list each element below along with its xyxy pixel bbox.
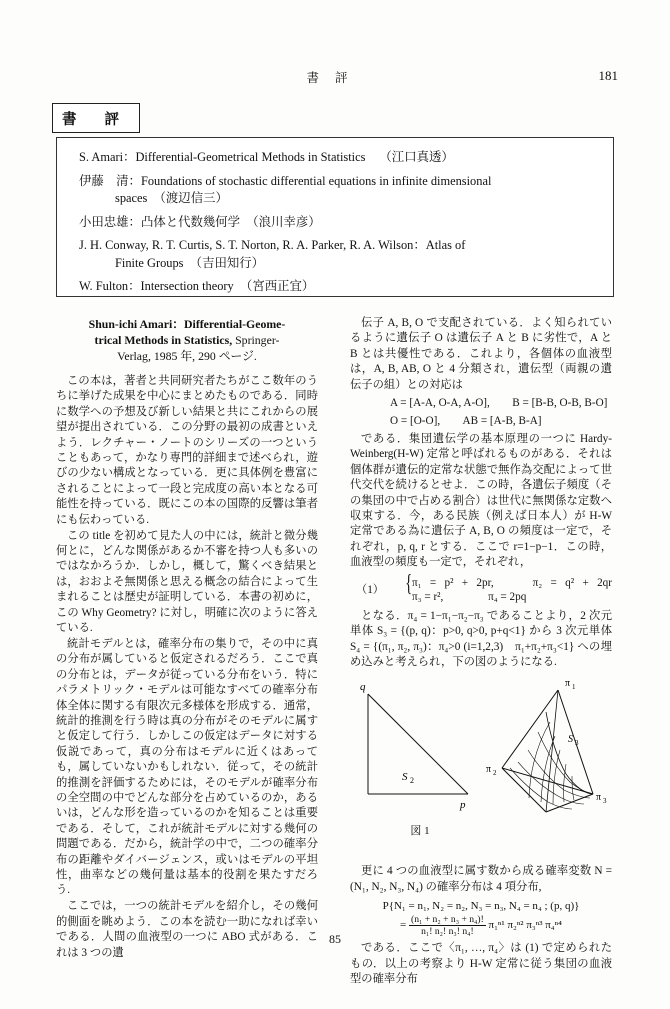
equation-genotype-2: O = [O-O], AB = [A-B, B-A] [390, 415, 542, 428]
paragraph: となる．π₄ = 1−π₁−π₂−π₃ であることより，2 次元単体 S₃ = {(p, q)：p>0, q>0, p+q<1} から 3 次元単体 S₄ = {(π₁, π₂, π₃)：π₄>0 (i=1,2,3) π₁+π₂+π₃<1} への埋め込みと考えられ，下の図のようになる. [350, 609, 612, 668]
equation-body [405, 570, 612, 604]
paragraph: 伝子 A, B, O で支配されている．よく知られているように遺伝子 O は遺伝子 A と B に劣性で，A と B とは共優性である．これより，各個体の血液型は，A, B, AB, O と 4 分類され，遺伝型（両親の遺伝子の組）との対応は [350, 317, 612, 391]
final-formula-tail: π₁ⁿ¹ π₂ⁿ² π₃ⁿ³ π₄ⁿ⁴ [488, 919, 562, 932]
left-brace: { [405, 570, 413, 597]
page-number: 85 [329, 932, 341, 946]
running-head [0, 68, 670, 86]
contents-entry-authors: W. Fulton：Intersection theory （宮西正宜） [79, 279, 315, 293]
figure-label-S3-sub: 3 [575, 739, 579, 748]
final-formula [350, 899, 612, 937]
figure-label-p: p [460, 799, 466, 812]
final-formula-line1: P{N₁ = n₁, N₂ = n₂, N₃ = n₃, N₄ = n₄ ; (p, q)} [382, 900, 580, 913]
figure-1-graphic [350, 676, 612, 846]
body-column-left [56, 316, 318, 961]
article-title-publisher: Springer- [232, 333, 280, 347]
paragraph: である．集団遺伝学の基本原理の一つに Hardy-Weinberg(H-W) 定常と呼ばれるものがある．それは個体群が遺伝的定常な状態で無作為交配によって世代交代を続けるとせよ．この時，各遺伝子頻度（その集団の中で占める割合）は世代に無関係な定数へ収束する．今，ある民族（例えば日本人）が H-W 定常である為に遺伝子 A, B, O の頻度は一定で，それぞれ，p, q, r とする．ここで r=1−p−1．この時，血液型の頻度も一定で，それぞれ， [350, 433, 612, 569]
paragraph: ここでは，一つの統計モデルを紹介し，その幾何的側面を眺めよう．この本を読む一助になれば幸いである．人間の血液型の一つに ABO 式がある．これは 3 つの遺 [56, 900, 318, 959]
figure-label-pi3-sub: 3 [603, 797, 607, 806]
body-column-right [350, 316, 612, 988]
figure-caption: 図 1 [410, 825, 430, 838]
contents-entry-authors: S. Amari：Differential-Geometrical Methods in Statistics [79, 150, 366, 164]
list-item [79, 278, 599, 296]
equals-sign: = [400, 919, 407, 932]
figure-label-pi1: π [565, 678, 571, 690]
figure-label-pi3: π [596, 792, 602, 804]
article-title-line2: trical Methods in Statistics, [94, 333, 233, 347]
figure-label-pi2: π [486, 764, 492, 776]
list-item [79, 237, 599, 272]
paragraph: 更に 4 つの血液型に属す数から成る確率変数 N = (N₁, N₂, N₃, N₄) の確率分布は 4 項分布, [350, 865, 612, 893]
contents-box [56, 137, 614, 297]
equation-row-2: π₃ = r², π₄ = 2pq [412, 590, 527, 603]
fraction [409, 914, 486, 937]
contents-entry-continuation: spaces （渡辺信三） [115, 191, 228, 205]
article-title-line1: Shun-ichi Amari：Differential-Geome- [88, 317, 286, 331]
section-heading-text: 書評 [62, 112, 147, 128]
paragraph: この title を初めて見た人の中には，統計と微分幾何とに，どんな関係があるか不審を持つ人も多いのではなかろうか．しかし，概して，驚くべき結果とは，おおよそ無関係と思える概念の結合によって生まれることは歴史が証明している．本書の初めに，この Why Geometry? に対し，明確に次のように答えている. [56, 529, 318, 634]
numbered-equation-1 [350, 570, 612, 604]
paragraph: 統計モデルとは，確率分布の集りで，その中に真の分布が属していると仮定されるだろう．ここで真の分布とは，データが従っている分布をいう．特にパラメトリック・モデルは可能なすべての確率分布体全体に関する有限次元多様体を形成する．通常，統計的推測を行う時は真の分布がそのモデルに属すと仮定して行う．しかしこの仮定はデータに対する仮説であって，真の分布はモデルに近くはあっても，属していないかもしれない．従って，その統計的推測を評価するためには，そのモデルが確率分布の全空間の中でどんな部分を占めているのか，あるいは，どんな形を造っているのかを知ることは重要である．そして，これが統計モデルに対する幾何の問題である．だから，統計学の中で，二つの確率分布の距離やダイバージェンス，或いはモデルの平坦性，曲率などの幾何量は基本的役割を果たすだろう. [56, 637, 318, 897]
figure-label-q: q [360, 681, 366, 694]
figure-label-S3: S [568, 734, 573, 746]
paragraph: である．ここで〈π₁, …, π₄〉は (1) で定められたもの．以上の考察より H-W 定常に従う集団の血液型の確率分布 [350, 942, 612, 985]
equation-row-1: π₁ = p² + 2pr, π₂ = q² + 2qr [412, 576, 612, 589]
contents-entry-translator: （江口真透） [379, 150, 454, 164]
article-title-line3: Verlag, 1985 年, 290 ページ. [117, 349, 257, 363]
paragraph: この本は，著者と共同研究者たちがここ数年のうちに挙げた成果を中心にまとめたものである．同時に数学への予想及び新しい結果と共にこれからの展望が提出されている．この分野の最初の成書といえよう．レクチャー・ノートのシリーズの一つということもあって，かなり専門的詳細まで述べられ，遊びの少ない構成となっている．更に具体例を豊富にされることによって一段と完成度の高い本となる可能性を持っている．既にこの本の国際的反響は筆者にも伝わっている. [56, 375, 318, 526]
figure-1 [350, 676, 612, 864]
contents-entry-authors: J. H. Conway, R. T. Curtis, S. T. Norton, R. A. Parker, R. A. Wilson：Atlas of [79, 238, 466, 252]
figure-label-S2-sub: 2 [410, 776, 414, 786]
figure-label-S2: S [402, 771, 408, 784]
contents-entry-continuation: Finite Groups （吉田知行） [115, 255, 265, 270]
running-head-page-label: 181 [598, 68, 618, 83]
figure-label-pi1-sub: 1 [572, 683, 576, 692]
list-item [79, 214, 599, 232]
running-head-title: 書評 [306, 71, 364, 85]
contents-entry-authors: 伊藤 清：Foundations of stochastic differential equations in infinite dimensional [79, 173, 492, 188]
section-heading-box [52, 103, 147, 133]
equation-genotype-1: A = [A-A, O-A, A-O], B = [B-B, O-B, B-O] [390, 397, 608, 410]
contents-entry-authors: 小田忠雄：凸体と代数幾何学 （浪川幸彦） [79, 214, 321, 229]
final-formula-line2 [350, 914, 612, 937]
fraction-numerator: (n₁ + n₂ + n₃ + n₄)! [411, 914, 484, 926]
figure-label-pi2-sub: 2 [493, 769, 497, 778]
list-item [79, 173, 599, 208]
list-item [79, 149, 599, 167]
article-title [56, 316, 318, 364]
fraction-denominator: n₁! n₂! n₃! n₄! [421, 926, 474, 938]
contents-list [79, 149, 599, 302]
equation-number: （1） [356, 583, 384, 596]
